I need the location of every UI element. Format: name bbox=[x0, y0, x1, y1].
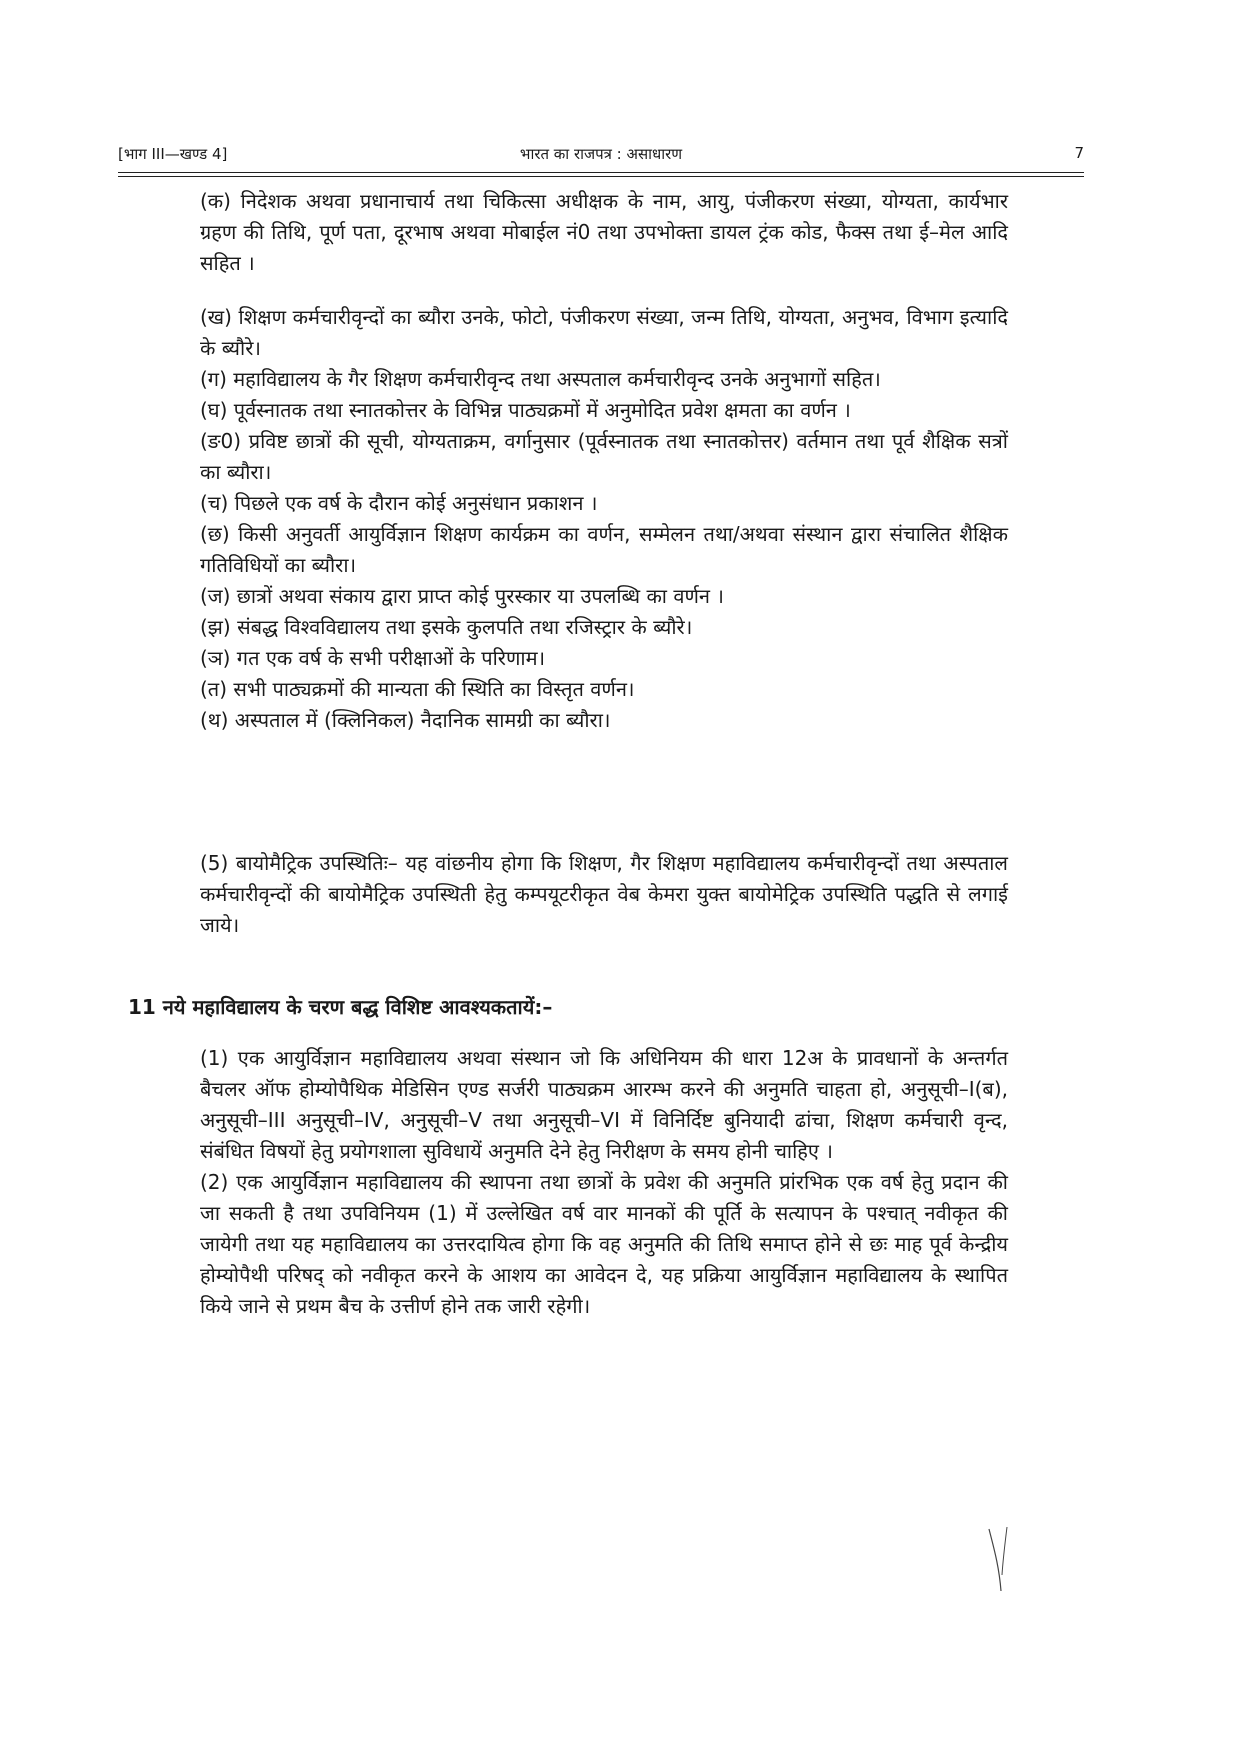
header-rule-top bbox=[118, 172, 1084, 173]
section-11-para-2: (2) एक आयुर्विज्ञान महाविद्यालय की स्थापना तथा छात्रों के प्रवेश की अनुमति प्रांरभिक एक वर्ष हेतु प्रदान की जा सकती है तथा उपविनियम (1) में उल्लेखित वर्ष वार मानकों की पूर्ति के सत्यापन के पश्चात् नवीकृत की जायेगी तथा यह महाविद्यालय का उत्तरदायित्व होगा कि वह अनुमति की तिथि समाप्त होने से छः माह पूर्व केन्द्रीय होम्योपैथी परिषद् को नवीकृत करने के आशय का आवेदन दे, यह प्रक्रिया आयुर्विज्ञान महाविद्यालय के स्थापित किये जाने से प्रथम बैच के उत्तीर्ण होने तक जारी रहेगी। bbox=[200, 1170, 1008, 1318]
item-nya: (ञ) गत एक वर्ष के सभी परीक्षाओं के परिणाम। bbox=[200, 646, 546, 670]
header-rule-bottom bbox=[118, 176, 1084, 177]
header-gazette-title: भारत का राजपत्र : असाधारण bbox=[519, 145, 683, 163]
biometric-paragraph: (5) बायोमैट्रिक उपस्थितिः– यह वांछनीय होगा कि शिक्षण, गैर शिक्षण महाविद्यालय कर्मचारीवृन्दों तथा अस्पताल कर्मचारीवृन्दों की बायोमैट्रिक उपस्थिती हेतु कम्पयूटरीकृत वेब केमरा युक्त बायोमेट्रिक उपस्थिति पद्धति से लगाई जाये। bbox=[200, 851, 1008, 937]
item-kha: (ख) शिक्षण कर्मचारीवृन्दों का ब्यौरा उनके, फोटो, पंजीकरण संख्या, जन्म तिथि, योग्यता, अनुभव, विभाग इत्यादि के ब्यौरे। bbox=[200, 305, 1008, 360]
pen-mark-icon bbox=[985, 1525, 1015, 1595]
item-ta: (त) सभी पाठ्यक्रमों की मान्यता की स्थिति का विस्तृत वर्णन। bbox=[200, 677, 635, 701]
item-block-a bbox=[200, 186, 1008, 279]
item-chha: (छ) किसी अनुवर्ती आयुर्विज्ञान शिक्षण कार्यक्रम का वर्णन, सम्मेलन तथा/अथवा संस्थान द्वारा संचालित शैक्षिक गतिविधियों का ब्यौरा। bbox=[200, 522, 1008, 577]
item-block-b bbox=[200, 302, 1008, 736]
item-ka: (क) निदेशक अथवा प्रधानाचार्य तथा चिकित्सा अधीक्षक के नाम, आयु, पंजीकरण संख्या, योग्यता, कार्यभार ग्रहण की तिथि, पूर्ण पता, दूरभाष अथवा मोबाईल नं0 तथा उपभोक्ता डायल ट्रंक कोड, फैक्स तथा ई–मेल आदि सहित । bbox=[200, 189, 1008, 275]
biometric-block bbox=[200, 848, 1008, 941]
item-jha: (झ) संबद्ध विश्वविद्यालय तथा इसके कुलपति तथा रजिस्ट्रार के ब्यौरे। bbox=[200, 615, 693, 639]
section-11-body bbox=[200, 1043, 1008, 1322]
item-nga: (ङ0) प्रविष्ट छात्रों की सूची, योग्यताक्रम, वर्गानुसार (पूर्वस्नातक तथा स्नातकोत्तर) वर्तमान तथा पूर्व शैक्षिक सत्रों का ब्यौरा। bbox=[200, 429, 1008, 484]
item-ga: (ग) महाविद्यालय के गैर शिक्षण कर्मचारीवृन्द तथा अस्पताल कर्मचारीवृन्द उनके अनुभागों सहित। bbox=[200, 367, 881, 391]
header-part-section: [भाग III—खण्ड 4] bbox=[118, 145, 228, 163]
header-page-number: 7 bbox=[1074, 144, 1084, 162]
item-cha: (च) पिछले एक वर्ष के दौरान कोई अनुसंधान प्रकाशन । bbox=[200, 491, 598, 515]
item-ja: (ज) छात्रों अथवा संकाय द्वारा प्राप्त कोई पुरस्कार या उपलब्धि का वर्णन । bbox=[200, 584, 724, 608]
section-11-para-1: (1) एक आयुर्विज्ञान महाविद्यालय अथवा संस्थान जो कि अधिनियम की धारा 12अ के प्रावधानों के अन्तर्गत बैचलर ऑफ होम्योपैथिक मेडिसिन एण्ड सर्जरी पाठ्यक्रम आरम्भ करने की अनुमति चाहता हो, अनुसूची–I(ब), अनुसूची–III अनुसूची–IV, अनुसूची–V तथा अनुसूची–VI में विनिर्दिष्ट बुनियादी ढांचा, शिक्षण कर्मचारी वृन्द, संबंधित विषयों हेतु प्रयोगशाला सुविधायें अनुमति देने हेतु निरीक्षण के समय होनी चाहिए । bbox=[200, 1046, 1008, 1163]
item-gha: (घ) पूर्वस्नातक तथा स्नातकोत्तर के विभिन्न पाठ्यक्रमों में अनुमोदित प्रवेश क्षमता का वर्णन । bbox=[200, 398, 851, 422]
section-11-heading: 11 नये महाविद्यालय के चरण बद्ध विशिष्ट आवश्यकतायें:– bbox=[128, 995, 553, 1019]
item-tha: (थ) अस्पताल में (क्लिनिकल) नैदानिक सामग्री का ब्यौरा। bbox=[200, 708, 611, 732]
page-header bbox=[118, 140, 1084, 170]
